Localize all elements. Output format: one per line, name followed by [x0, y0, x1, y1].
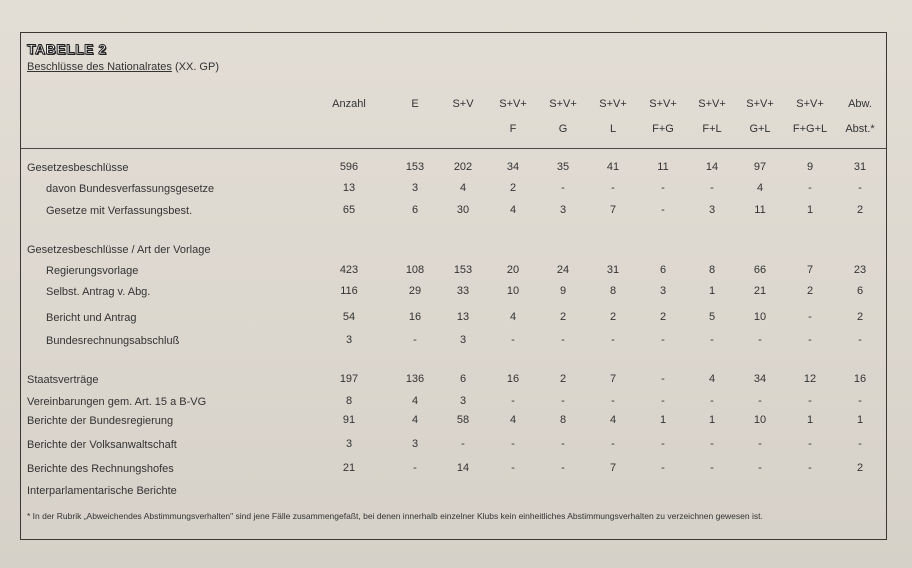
table-cell: -: [611, 182, 615, 194]
table-cell: -: [511, 395, 515, 407]
table-cell: 41: [606, 161, 620, 173]
column-header-bottom: G+L: [749, 123, 771, 135]
table-cell: 12: [803, 373, 817, 385]
table-cell: -: [710, 462, 714, 474]
column-header-bottom: G: [558, 123, 568, 135]
table-cell: -: [661, 462, 665, 474]
table-cell: -: [808, 334, 812, 346]
table-cell: 4: [411, 395, 419, 407]
table-cell: 10: [753, 311, 767, 323]
table-cell: 29: [408, 285, 422, 297]
table-cell: 4: [411, 414, 419, 426]
row-label: Regierungsvorlage: [46, 265, 139, 277]
row-label: davon Bundesverfassungsgesetze: [46, 183, 215, 195]
row-label: Gesetzesbeschlüsse: [27, 162, 129, 174]
table-cell: 3: [559, 204, 567, 216]
table-cell: -: [758, 395, 762, 407]
table-cell: 7: [609, 373, 617, 385]
row-label: Bericht und Antrag: [46, 312, 137, 324]
table-cell: 2: [659, 311, 667, 323]
table-cell: 1: [806, 204, 814, 216]
row-label: Berichte der Volksanwaltschaft: [27, 439, 177, 451]
table-cell: 4: [509, 414, 517, 426]
table-cell: 202: [453, 161, 473, 173]
table-cell: -: [808, 395, 812, 407]
table-cell: 1: [708, 285, 716, 297]
table-cell: 30: [456, 204, 470, 216]
column-header-top: S+V+: [746, 98, 774, 110]
table-cell: -: [561, 182, 565, 194]
row-label: Vereinbarungen gem. Art. 15 a B-VG: [27, 396, 207, 408]
table-cell: -: [561, 462, 565, 474]
table-cell: 136: [405, 373, 425, 385]
table-cell: 91: [342, 414, 356, 426]
table-cell: 21: [342, 462, 356, 474]
table-cell: 7: [609, 462, 617, 474]
table-cell: 3: [345, 334, 353, 346]
table-cell: -: [808, 311, 812, 323]
table-cell: -: [611, 395, 615, 407]
row-label: Gesetze mit Verfassungsbest.: [46, 205, 193, 217]
table-cell: -: [710, 334, 714, 346]
column-header-bottom: F+L: [702, 123, 722, 135]
table-cell: 34: [506, 161, 520, 173]
table-cell: 6: [659, 264, 667, 276]
table-cell: 35: [556, 161, 570, 173]
row-label: Bundesrechnungsabschluß: [46, 335, 180, 347]
table-cell: -: [461, 438, 465, 450]
column-header-top: S+V+: [796, 98, 824, 110]
table-cell: -: [858, 334, 862, 346]
column-header-bottom: F+G: [652, 123, 674, 135]
row-label: Interparlamentarische Berichte: [27, 485, 177, 497]
table-cell: -: [661, 373, 665, 385]
table-cell: -: [710, 395, 714, 407]
table-cell: -: [758, 462, 762, 474]
table-cell: -: [808, 438, 812, 450]
table-cell: 3: [708, 204, 716, 216]
table-cell: 14: [456, 462, 470, 474]
table-cell: -: [511, 438, 515, 450]
table-cell: -: [611, 334, 615, 346]
column-header-top: S+V+: [599, 98, 627, 110]
table-cell: 8: [708, 264, 716, 276]
table-cell: 153: [405, 161, 425, 173]
table-cell: -: [758, 438, 762, 450]
table-cell: 2: [559, 311, 567, 323]
table-cell: 3: [345, 438, 353, 450]
row-label: Selbst. Antrag v. Abg.: [46, 286, 151, 298]
table-cell: 13: [456, 311, 470, 323]
table-cell: 65: [342, 204, 356, 216]
row-label: Berichte der Bundesregierung: [27, 415, 174, 427]
table-cell: 33: [456, 285, 470, 297]
table-cell: -: [661, 395, 665, 407]
table-cell: -: [611, 438, 615, 450]
table-cell: 4: [459, 182, 467, 194]
table-cell: 8: [609, 285, 617, 297]
table-cell: -: [808, 462, 812, 474]
table-cell: 66: [753, 264, 767, 276]
table-cell: 4: [756, 182, 764, 194]
table-cell: -: [858, 438, 862, 450]
table-cell: 153: [453, 264, 473, 276]
table-cell: 2: [609, 311, 617, 323]
table-cell: 2: [509, 182, 517, 194]
table-cell: -: [710, 182, 714, 194]
table-cell: 2: [856, 204, 864, 216]
table-cell: -: [413, 462, 417, 474]
table-cell: 3: [459, 334, 467, 346]
column-header-bottom: F: [509, 123, 517, 135]
table-cell: 24: [556, 264, 570, 276]
table-cell: 3: [459, 395, 467, 407]
table-cell: -: [858, 395, 862, 407]
table-cell: 14: [705, 161, 719, 173]
subtitle-period: (XX. GP): [171, 61, 219, 73]
table-cell: 2: [559, 373, 567, 385]
table-cell: 2: [856, 311, 864, 323]
table-cell: -: [561, 438, 565, 450]
table-cell: -: [661, 204, 665, 216]
table-cell: 1: [708, 414, 716, 426]
table-cell: 11: [754, 204, 766, 216]
table-cell: 4: [708, 373, 716, 385]
table-cell: -: [661, 438, 665, 450]
table-cell: 34: [753, 373, 767, 385]
column-header-top: Abw.: [848, 98, 872, 110]
table-cell: 23: [853, 264, 867, 276]
table-cell: 423: [339, 264, 359, 276]
table-cell: 116: [340, 285, 358, 297]
column-header-top: S+V+: [549, 98, 577, 110]
row-label: Staatsverträge: [27, 374, 99, 386]
table-cell: 8: [559, 414, 567, 426]
table-cell: 8: [345, 395, 353, 407]
table-cell: 16: [408, 311, 422, 323]
column-header-top: S+V: [452, 98, 474, 110]
table-cell: 2: [806, 285, 814, 297]
table-cell: 6: [856, 285, 864, 297]
table-cell: 21: [753, 285, 767, 297]
table-cell: 31: [606, 264, 620, 276]
table-cell: 20: [506, 264, 520, 276]
table-cell: 3: [659, 285, 667, 297]
table-cell: 10: [506, 285, 520, 297]
table-cell: -: [561, 334, 565, 346]
table-cell: 7: [806, 264, 814, 276]
table-cell: 1: [806, 414, 814, 426]
table-cell: 4: [509, 311, 517, 323]
column-header-bottom: F+G+L: [792, 123, 828, 135]
table-cell: 31: [853, 161, 867, 173]
subtitle-main: Beschlüsse des Nationalrates: [27, 61, 172, 73]
table-subtitle: [27, 61, 219, 73]
table-cell: 16: [853, 373, 867, 385]
column-header-bottom: L: [609, 123, 617, 135]
table-cell: 16: [506, 373, 520, 385]
table-cell: 5: [708, 311, 716, 323]
table-cell: 7: [609, 204, 617, 216]
table-cell: 9: [806, 161, 814, 173]
column-header-top: E: [411, 98, 419, 110]
table-cell: 3: [411, 182, 419, 194]
table-cell: 197: [339, 373, 359, 385]
table-cell: -: [758, 334, 762, 346]
row-label: Gesetzesbeschlüsse / Art der Vorlage: [27, 244, 211, 256]
column-header-top: Anzahl: [332, 98, 366, 110]
table-cell: 1: [856, 414, 864, 426]
table-cell: 9: [559, 285, 567, 297]
table-cell: 4: [509, 204, 517, 216]
table-cell: 4: [609, 414, 617, 426]
table-cell: 596: [339, 161, 359, 173]
table-cell: -: [661, 334, 665, 346]
table-cell: -: [561, 395, 565, 407]
table-cell: -: [858, 182, 862, 194]
table-cell: -: [413, 334, 417, 346]
column-header-top: S+V+: [649, 98, 677, 110]
column-header-top: S+V+: [698, 98, 726, 110]
table-cell: 2: [856, 462, 864, 474]
table-cell: 3: [411, 438, 419, 450]
table-cell: -: [808, 182, 812, 194]
table-cell: -: [661, 182, 665, 194]
table-cell: 58: [456, 414, 470, 426]
column-header-top: S+V+: [499, 98, 527, 110]
table-cell: 97: [753, 161, 767, 173]
header-rule: [21, 148, 886, 149]
row-label: Berichte des Rechnungshofes: [27, 463, 174, 475]
table-title: TABELLE 2: [27, 41, 107, 57]
table-cell: 6: [459, 373, 467, 385]
table-cell: 11: [657, 161, 669, 173]
table-cell: 54: [342, 311, 356, 323]
table-cell: -: [710, 438, 714, 450]
table-cell: 1: [659, 414, 667, 426]
table-cell: 13: [342, 182, 356, 194]
table-cell: -: [511, 462, 515, 474]
table-footnote: * In der Rubrik „Abweichendes Abstimmungsverhalten" sind jene Fälle zusammengefaßt, bei denen innerhalb einzelner Klubs kein einheitliches Abstimmungsverhalten zu verzeichnen gewesen ist.: [27, 511, 763, 521]
table-cell: 10: [753, 414, 767, 426]
column-header-bottom: Abst.*: [845, 123, 875, 135]
table-cell: 108: [405, 264, 425, 276]
table-cell: -: [511, 334, 515, 346]
table-cell: 6: [411, 204, 419, 216]
